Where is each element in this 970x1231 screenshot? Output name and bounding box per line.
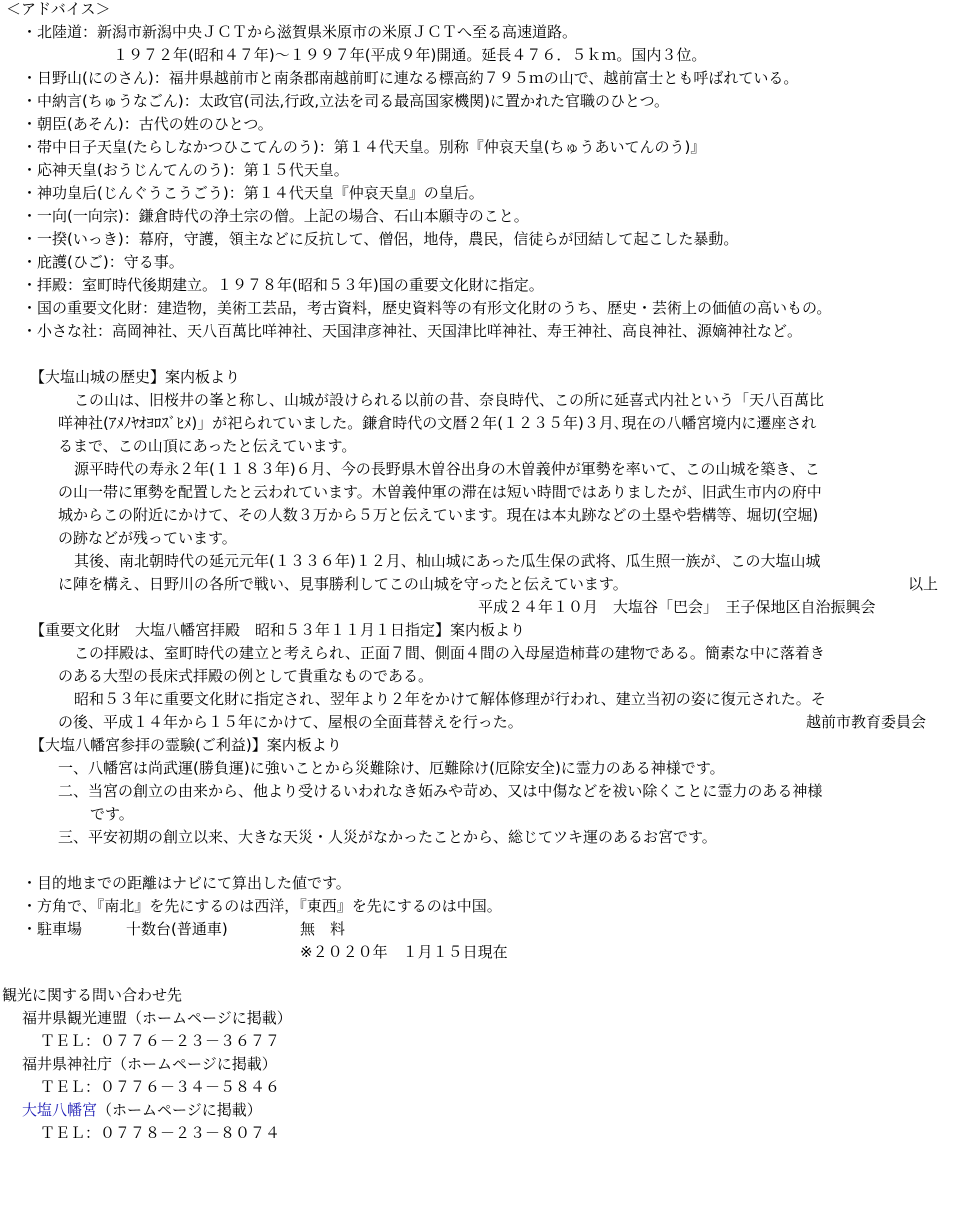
advice-item: ・神功皇后(じんぐうこうごう)：第１４代天皇『仲哀天皇』の皇后。 xyxy=(22,184,484,202)
advice-item: ・北陸道：新潟市新潟中央ＪＣＴから滋賀県米原市の米原ＪＣＴへ至る高速道路。 xyxy=(22,23,578,41)
contact-org-name: 福井県神社庁 xyxy=(22,1055,113,1073)
advice-item: ・一揆(いっき)：幕府，守護，領主などに反抗して、僧侶，地侍，農民，信徒らが団結して起こした暴動。 xyxy=(22,230,739,248)
benefit-line: 一、八幡宮は尚武運(勝負運)に強いことから災難除け、厄難除け(厄除安全)に霊力のある神様です。 xyxy=(58,759,725,777)
contact-org-note: （ホームページに掲載） xyxy=(97,1101,262,1119)
hall-line: のある大型の長床式拝殿の例として貴重なものである。 xyxy=(58,667,434,685)
parking-label: ・駐車場 xyxy=(22,920,83,938)
shrine-website-link[interactable]: 大塩八幡宮 xyxy=(22,1101,98,1119)
history-line: に陣を構え、日野川の各所で戦い、見事勝利してこの山城を守ったと伝えています。 xyxy=(58,575,628,593)
hall-heading: 【重要文化財 大塩八幡宮拝殿 昭和５３年１１月１日指定】案内板より xyxy=(30,621,526,639)
contacts-heading: 観光に関する問い合わせ先 xyxy=(2,986,183,1004)
contact-org-note: （ホームページに掲載） xyxy=(127,1009,292,1027)
advice-item: ・応神天皇(おうじんてんのう)：第１５代天皇。 xyxy=(22,161,349,179)
contact-tel: ＴＥＬ：０７７６－２３－３６７７ xyxy=(40,1032,281,1050)
benefit-line: です。 xyxy=(90,805,134,823)
history-credit: 平成２４年１０月 大塩谷「巴会」 王子保地区自治振興会 xyxy=(478,598,876,616)
history-line: るまで、この山頂にあったと伝えています。 xyxy=(58,437,357,455)
advice-item: ・日野山(にのさん)：福井県越前市と南条郡南越前町に連なる標高約７９５ｍの山で、越前富士とも呼ばれている。 xyxy=(22,69,799,87)
hall-line: の後、平成１４年から１５年にかけて、屋根の全面葺替えを行った。 xyxy=(58,713,523,731)
hall-credit: 越前市教育委員会 xyxy=(806,713,927,731)
hall-line: 昭和５３年に重要文化財に指定され、翌年より２年をかけて解体修理が行われ、建立当初の姿に復元された。そ xyxy=(74,690,826,708)
history-line: 源平時代の寿永２年(１１８３年)６月、今の長野県木曽谷出身の木曽義仲が軍勢を率いて、この山城を築き、こ xyxy=(74,460,820,478)
benefits-heading: 【大塩八幡宮参拝の霊験(ご利益)】案内板より xyxy=(30,736,342,754)
history-line: 其後、南北朝時代の延元元年(１３３６年)１２月、杣山城にあった瓜生保の武将、瓜生照一族が、この大塩山城 xyxy=(74,552,821,570)
advice-item: ・小さな社：高岡神社、天八百萬比咩神社、天国津彦神社、天国津比咩神社、寿王神社、高良神社、源嫡神社など。 xyxy=(22,322,803,340)
advice-item: ・一向(一向宗)：鎌倉時代の浄土宗の僧。上記の場合、石山本願寺のこと。 xyxy=(22,207,529,225)
contact-org xyxy=(22,1007,292,1029)
history-line: 咩神社(ｱﾒﾉﾔｵﾖﾛｽﾞﾋﾒ)」が祀られていました。鎌倉時代の文暦２年(１２３５年)３月､現在の八幡宮境内に遷座され xyxy=(58,414,817,432)
benefit-line: 三、平安初期の創立以来、大きな天災・人災がなかったことから、総じてツキ運のあるお宮です。 xyxy=(58,828,717,846)
history-line: の跡などが残っています。 xyxy=(58,529,237,547)
advice-item: ・中納言(ちゅうなごん)：太政官(司法,行政,立法を司る最高国家機関)に置かれた官職のひとつ。 xyxy=(22,92,670,110)
note-line: ・方角で、『南北』を先にするのは西洋，『東西』を先にするのは中国。 xyxy=(22,897,502,915)
parking-capacity: 十数台(普通車) xyxy=(126,920,228,938)
hall-line: この拝殿は、室町時代の建立と考えられ、正面７間、側面４間の入母屋造柿葺の建物である。簡素な中に落着き xyxy=(74,644,825,662)
advice-item: ・庇護(ひご)：守る事。 xyxy=(22,253,184,271)
contact-org-note: （ホームページに掲載） xyxy=(112,1055,277,1073)
advice-item: ・朝臣(あそん)：古代の姓のひとつ。 xyxy=(22,115,273,133)
advice-item: ・帯中日子天皇(たらしなかつひこてんのう)：第１４代天皇。別称『仲哀天皇(ちゅうあいてんのう)』 xyxy=(22,138,706,156)
history-end-mark: 以上 xyxy=(908,575,939,593)
note-line: ・目的地までの距離はナビにて算出した値です。 xyxy=(22,874,351,892)
contact-org xyxy=(22,1099,262,1121)
benefit-line: 二、当宮の創立の由来から、他より受けるいわれなき妬みや苛め、又は中傷などを祓い除くことに霊力のある神様 xyxy=(58,782,823,800)
history-line: 城からこの附近にかけて、その人数３万から５万と伝えています。現在は本丸跡などの土塁や砦構等、堀切(空堀) xyxy=(58,506,819,524)
contact-org-name: 福井県観光連盟 xyxy=(22,1009,128,1027)
advice-heading: ＜アドバイス＞ xyxy=(6,0,111,18)
parking-fee: 無 料 xyxy=(300,920,346,938)
advice-item: ・国の重要文化財：建造物，美術工芸品，考古資料，歴史資料等の有形文化財のうち、歴史・芸術上の価値の高いもの。 xyxy=(22,299,832,317)
as-of-date: ※２０２０年 １月１５日現在 xyxy=(300,943,508,961)
contact-tel: ＴＥＬ：０７７８－２３－８０７４ xyxy=(40,1124,281,1142)
history-line: この山は、旧桜井の峯と称し、山城が設けられる以前の昔、奈良時代、この所に延喜式内社という「天八百萬比 xyxy=(74,391,825,409)
contact-org xyxy=(22,1053,277,1075)
history-line: の山一帯に軍勢を配置したと云われています。木曽義仲軍の滞在は短い時間ではありましたが、旧武生市内の府中 xyxy=(58,483,822,501)
advice-item: １９７２年(昭和４７年)～１９９７年(平成９年)開通。延長４７６．５ｋｍ。国内３位。 xyxy=(113,46,707,64)
advice-item: ・拝殿：室町時代後期建立。１９７８年(昭和５３年)国の重要文化財に指定。 xyxy=(22,276,544,294)
contact-tel: ＴＥＬ：０７７６－３４－５８４６ xyxy=(40,1078,281,1096)
history-heading: 【大塩山城の歴史】案内板より xyxy=(30,368,241,386)
